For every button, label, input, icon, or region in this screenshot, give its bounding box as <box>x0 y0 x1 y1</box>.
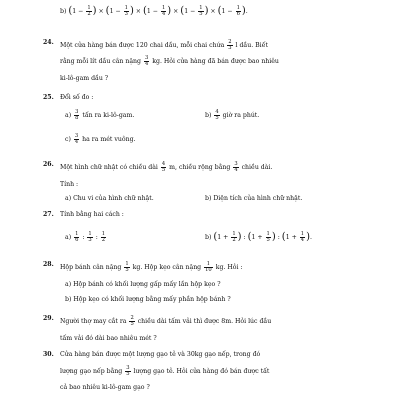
fraction-numerator: 3 <box>144 55 149 61</box>
text-run: tấm vải đó dài bao nhiêu mét ? <box>60 335 157 342</box>
parenthesis: ( <box>68 5 73 17</box>
fraction <box>101 232 106 243</box>
fraction <box>87 232 92 243</box>
text-run: Đổi số đo : <box>60 94 94 101</box>
exercise-number: 26. <box>43 161 54 168</box>
text-run: a) Chu vi của hình chữ nhật. <box>65 195 154 202</box>
exercise-number: 29. <box>43 315 54 322</box>
fraction-denominator: 6 <box>236 11 240 18</box>
text-run: Tính : <box>60 181 79 188</box>
parenthesis: ( <box>247 231 252 243</box>
fraction-denominator: 2 <box>101 237 106 244</box>
fraction-numerator: 1 <box>300 231 305 237</box>
fraction <box>227 40 232 51</box>
fraction-denominator: 2 <box>232 237 236 244</box>
parenthesis: ( <box>281 231 286 243</box>
text-run: l dầu. Biết <box>233 42 268 50</box>
text-run: m, chiều rộng bằng <box>167 164 233 172</box>
text-run: Tính bằng hai cách : <box>60 211 124 218</box>
text-run: 1 − <box>221 8 235 16</box>
fraction-denominator: 6 <box>75 237 79 244</box>
fraction <box>161 6 166 17</box>
fraction-numerator: 1 <box>232 231 236 237</box>
fraction-denominator: 3 <box>228 45 232 52</box>
text-run: × <box>133 8 143 16</box>
fraction-denominator: 5 <box>161 167 166 174</box>
parenthesis: ) <box>241 5 246 17</box>
text-run: . <box>309 234 312 242</box>
line-text <box>60 56 279 67</box>
line-text <box>60 316 271 327</box>
line-text <box>65 282 221 288</box>
exercise-number: 24. <box>43 39 54 46</box>
fraction-numerator: 3 <box>75 109 79 115</box>
fraction-numerator: 3 <box>74 133 79 139</box>
fraction <box>74 110 79 121</box>
text-run: kg. Hỏi : <box>213 264 243 272</box>
fraction-numerator: 1 <box>75 231 79 237</box>
text-run: c) <box>65 136 73 144</box>
fraction-numerator: 1 <box>199 5 203 11</box>
line-text <box>65 232 107 243</box>
line-text <box>60 95 93 101</box>
line-text <box>60 366 269 377</box>
text-run: 1 + <box>251 234 265 242</box>
fraction-denominator: 3 <box>124 11 128 18</box>
fraction-denominator: 4 <box>74 139 79 146</box>
line-text <box>65 134 136 145</box>
text-run: : <box>241 234 248 242</box>
fraction-numerator: 1 <box>266 231 270 237</box>
text-run: a) Hộp bánh có khối lượng gấp mấy lần hộp kẹo ? <box>65 281 221 288</box>
line-text <box>60 212 124 218</box>
text-run: : <box>93 234 100 242</box>
fraction-numerator: 4 <box>161 161 166 167</box>
text-run: 1 + <box>285 234 299 242</box>
text-run: Một cửa hàng bán được 120 chai dầu, mỗi chai chứa <box>60 42 227 50</box>
line-text <box>60 336 157 342</box>
fraction-denominator: 5 <box>126 371 130 378</box>
fraction <box>86 6 91 17</box>
fraction <box>198 6 203 17</box>
text-run: b) <box>205 112 214 120</box>
fraction-denominator: 5 <box>125 267 129 274</box>
text-run: giờ ra phút. <box>220 112 260 120</box>
text-run: b) <box>205 234 214 242</box>
line-text <box>60 6 248 17</box>
fraction-numerator: 4 <box>215 109 219 115</box>
parenthesis: ( <box>142 5 147 17</box>
text-run: 1 + <box>217 234 231 242</box>
text-run: a) <box>65 234 74 242</box>
fraction <box>233 162 238 173</box>
line-text <box>60 40 268 51</box>
parenthesis: ) <box>129 5 134 17</box>
fraction-numerator: 2 <box>228 39 232 45</box>
line-text <box>65 110 134 121</box>
line-text <box>60 162 272 173</box>
fraction-denominator: 10 <box>205 267 212 274</box>
fraction-denominator: 4 <box>144 61 149 68</box>
exercise-number: 27. <box>43 211 54 218</box>
parenthesis: ( <box>180 5 185 17</box>
parenthesis: ) <box>92 5 97 17</box>
text-run: : <box>80 234 87 242</box>
fraction <box>231 232 236 243</box>
parenthesis: ) <box>204 5 209 17</box>
fraction-denominator: 4 <box>161 11 166 18</box>
line-text <box>60 352 260 358</box>
fraction-denominator: 5 <box>266 237 270 244</box>
fraction <box>300 232 305 243</box>
parenthesis: ) <box>271 231 276 243</box>
line-text-right <box>205 110 259 121</box>
text-run: 1 − <box>146 8 160 16</box>
text-run: kg. Hỏi cửa hàng đã bán được bao nhiêu <box>150 58 279 66</box>
fraction-numerator: 1 <box>236 5 240 11</box>
fraction-numerator: 1 <box>161 5 166 11</box>
text-run: ha ra mét vuông. <box>80 136 136 144</box>
fraction-numerator: 3 <box>234 161 238 167</box>
line-text <box>60 262 243 273</box>
text-run: 1 − <box>72 8 86 16</box>
text-run: chiều dài. <box>239 164 273 172</box>
parenthesis: ) <box>237 231 242 243</box>
fraction-denominator: 5 <box>130 321 134 328</box>
fraction <box>204 262 213 273</box>
text-run: Một hình chữ nhật có chiều dài <box>60 164 160 172</box>
fraction-denominator: 4 <box>234 167 238 174</box>
text-run: kg. Hộp kẹo cân nặng <box>130 264 204 272</box>
text-run: lượng gạo tẻ. Hỏi cửa hàng đó bán được tất <box>131 368 270 376</box>
fraction-numerator: 1 <box>125 261 129 267</box>
text-run: × <box>171 8 181 16</box>
text-run: tấn ra ki-lô-gam. <box>80 112 135 120</box>
exercise-number: 25. <box>43 94 54 101</box>
text-run: b) <box>60 8 69 16</box>
text-run: 1 − <box>109 8 123 16</box>
fraction <box>161 162 166 173</box>
parenthesis: ) <box>167 5 172 17</box>
fraction <box>266 232 271 243</box>
parenthesis: ) <box>306 231 310 243</box>
text-run: . <box>245 8 248 16</box>
fraction <box>124 262 129 273</box>
exercise-number: 28. <box>43 261 54 268</box>
fraction-denominator: 3 <box>88 237 92 244</box>
text-run: a) <box>65 112 74 120</box>
exercise-number: 30. <box>43 351 54 358</box>
fraction-denominator: 5 <box>199 11 203 18</box>
text-run: ki-lô-gam dầu ? <box>60 75 109 82</box>
parenthesis: ( <box>105 5 110 17</box>
line-text <box>60 385 150 391</box>
fraction-denominator: 4 <box>300 237 305 244</box>
line-text-right <box>205 196 302 202</box>
text-run: rằng mỗi lít dầu cân nặng <box>60 58 143 66</box>
text-run: b) Diện tích của hình chữ nhật. <box>205 195 303 202</box>
line-text <box>60 182 78 188</box>
text-run: × <box>96 8 106 16</box>
line-text <box>60 76 108 82</box>
fraction <box>214 110 219 121</box>
fraction-numerator: 1 <box>88 231 92 237</box>
line-text <box>65 297 231 303</box>
fraction <box>125 366 130 377</box>
fraction-denominator: 2 <box>87 11 91 18</box>
text-run: : <box>275 234 282 242</box>
fraction <box>124 6 129 17</box>
text-run: 1 − <box>184 8 198 16</box>
text-run: Người thợ may cắt ra <box>60 318 129 326</box>
line-text <box>65 196 154 202</box>
parenthesis: ( <box>217 5 222 17</box>
fraction-numerator: 2 <box>130 315 134 321</box>
text-run: cả bao nhiêu ki-lô-gam gạo ? <box>60 384 150 391</box>
line-text-right <box>205 232 312 243</box>
fraction-numerator: 1 <box>124 5 128 11</box>
text-run: lượng gạo nếp bằng <box>60 368 125 376</box>
fraction-denominator: 5 <box>215 115 219 122</box>
fraction-numerator: 1 <box>101 231 106 237</box>
parenthesis: ( <box>213 231 218 243</box>
fraction-numerator: 1 <box>87 5 91 11</box>
fraction <box>74 232 79 243</box>
text-run: b) Hộp kẹo có khối lượng bằng mấy phần hộp bánh ? <box>65 296 231 303</box>
text-run: Hộp bánh cân nặng <box>60 264 124 272</box>
fraction <box>144 56 149 67</box>
text-run: × <box>208 8 218 16</box>
fraction-numerator: 3 <box>126 365 130 371</box>
text-run: Cửa hàng bán được một lượng gạo tẻ và 30kg gạo nếp, trong đó <box>60 351 261 358</box>
text-run: chiều dài tấm vải thì được 8m. Hỏi lúc đầu <box>135 318 272 326</box>
fraction <box>129 316 134 327</box>
fraction <box>236 6 241 17</box>
fraction-numerator: 1 <box>206 261 211 267</box>
fraction <box>74 134 79 145</box>
fraction-denominator: 8 <box>75 115 79 122</box>
